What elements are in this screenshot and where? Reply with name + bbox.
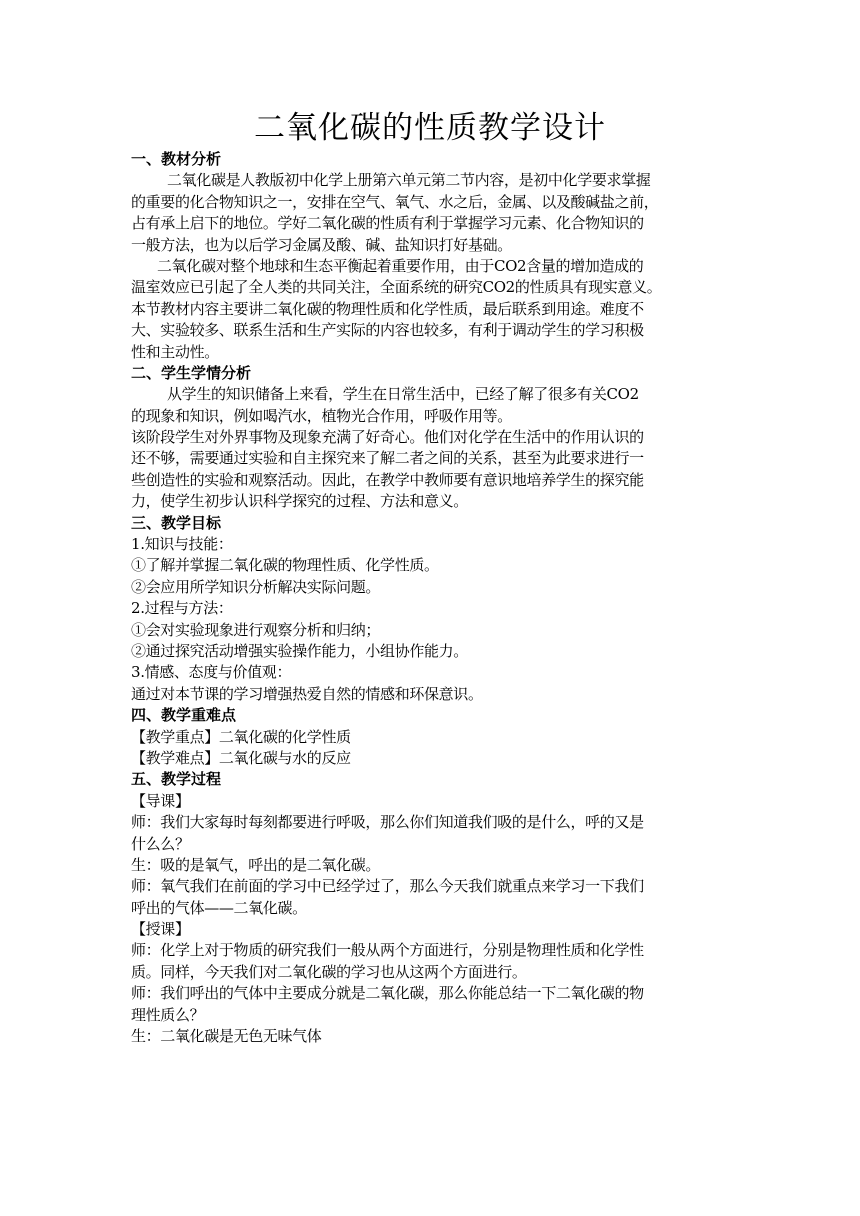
paragraph-line: 2.过程与方法： xyxy=(131,599,233,618)
paragraph-line: 的重要的化合物知识之一，安排在空气、氧气、水之后，金属、以及酸碱盐之前， xyxy=(131,192,659,211)
paragraph-line: 师：氧气我们在前面的学习中已经学过了，那么今天我们就重点来学习一下我们 xyxy=(131,877,644,896)
paragraph-line: 【教学难点】二氧化碳与水的反应 xyxy=(131,748,351,767)
paragraph-line: 还不够，需要通过实验和自主探究来了解二者之间的关系，甚至为此要求进行一 xyxy=(131,449,644,468)
paragraph-line: 1.知识与技能： xyxy=(131,535,233,554)
paragraph-line: 质。同样，今天我们对二氧化碳的学习也从这两个方面进行。 xyxy=(131,962,527,981)
paragraph-line: 占有承上启下的地位。学好二氧化碳的性质有利于掌握学习元素、化合物知识的 xyxy=(131,214,644,233)
paragraph-line: 呼出的气体——二氧化碳。 xyxy=(131,898,307,917)
paragraph-line: 该阶段学生对外界事物及现象充满了好奇心。他们对化学在生活中的作用认识的 xyxy=(131,428,644,447)
paragraph-line: ②会应用所学知识分析解决实际问题。 xyxy=(131,577,381,596)
section-heading: 五、教学过程 xyxy=(131,770,222,789)
paragraph-line: 大、实验较多、联系生活和生产实际的内容也较多，有利于调动学生的学习积极 xyxy=(131,321,644,340)
paragraph-line: 本节教材内容主要讲二氧化碳的物理性质和化学性质，最后联系到用途。难度不 xyxy=(131,299,644,318)
section-heading: 二、学生学情分析 xyxy=(131,363,252,382)
paragraph-line: 师：我们呼出的气体中主要成分就是二氧化碳，那么你能总结一下二氧化碳的物 xyxy=(131,984,644,1003)
paragraph-line: 【授课】 xyxy=(131,920,190,939)
paragraph-line: 生：吸的是氧气，呼出的是二氧化碳。 xyxy=(131,855,381,874)
section-heading: 四、教学重难点 xyxy=(131,706,237,725)
paragraph-line: ①了解并掌握二氧化碳的物理性质、化学性质。 xyxy=(131,556,439,575)
section-heading: 一、教材分析 xyxy=(131,150,222,168)
paragraph-line: 通过对本节课的学习增强热爱自然的情感和环保意识。 xyxy=(131,684,483,703)
paragraph-line: 二氧化碳是人教版初中化学上册第六单元第二节内容，是初中化学要求掌握 xyxy=(167,171,651,190)
page-title: 二氧化碳的性质教学设计 xyxy=(254,110,606,146)
paragraph-line: 师：化学上对于物质的研究我们一般从两个方面进行，分别是物理性质和化学性 xyxy=(131,941,644,960)
paragraph-line: ①会对实验现象进行观察分析和归纳； xyxy=(131,620,381,639)
paragraph-line: 从学生的知识储备上来看，学生在日常生活中，已经了解了很多有关CO2 xyxy=(167,385,639,404)
paragraph-line: 性和主动性。 xyxy=(131,342,219,361)
paragraph-line: 【教学重点】二氧化碳的化学性质 xyxy=(131,727,351,746)
paragraph-line: 的现象和知识，例如喝汽水，植物光合作用，呼吸作用等。 xyxy=(131,406,512,425)
document-body xyxy=(131,149,743,1047)
paragraph-line: 一般方法，也为以后学习金属及酸、碱、盐知识打好基础。 xyxy=(131,235,512,254)
paragraph-line: 温室效应已引起了全人类的共同关注，全面系统的研究CO2的性质具有现实意义。 xyxy=(131,278,662,297)
paragraph-line: ②通过探究活动增强实验操作能力，小组协作能力。 xyxy=(131,641,468,660)
paragraph-line: 理性质么？ xyxy=(131,1005,205,1024)
paragraph-line: 【导课】 xyxy=(131,791,190,810)
paragraph-line: 二氧化碳对整个地球和生态平衡起着重要作用，由于CO2含量的增加造成的 xyxy=(157,256,644,275)
paragraph-line: 什么么？ xyxy=(131,834,190,853)
paragraph-line: 生：二氧化碳是无色无味气体 xyxy=(131,1027,322,1046)
paragraph-line: 师：我们大家每时每刻都要进行呼吸，那么你们知道我们吸的是什么，呼的又是 xyxy=(131,813,644,832)
section-heading: 三、教学目标 xyxy=(131,513,222,532)
paragraph-line: 力，使学生初步认识科学探究的过程、方法和意义。 xyxy=(131,492,468,511)
paragraph-line: 些创造性的实验和观察活动。因此，在教学中教师要有意识地培养学生的探究能 xyxy=(131,470,644,489)
paragraph-line: 3.情感、态度与价值观： xyxy=(131,663,292,682)
